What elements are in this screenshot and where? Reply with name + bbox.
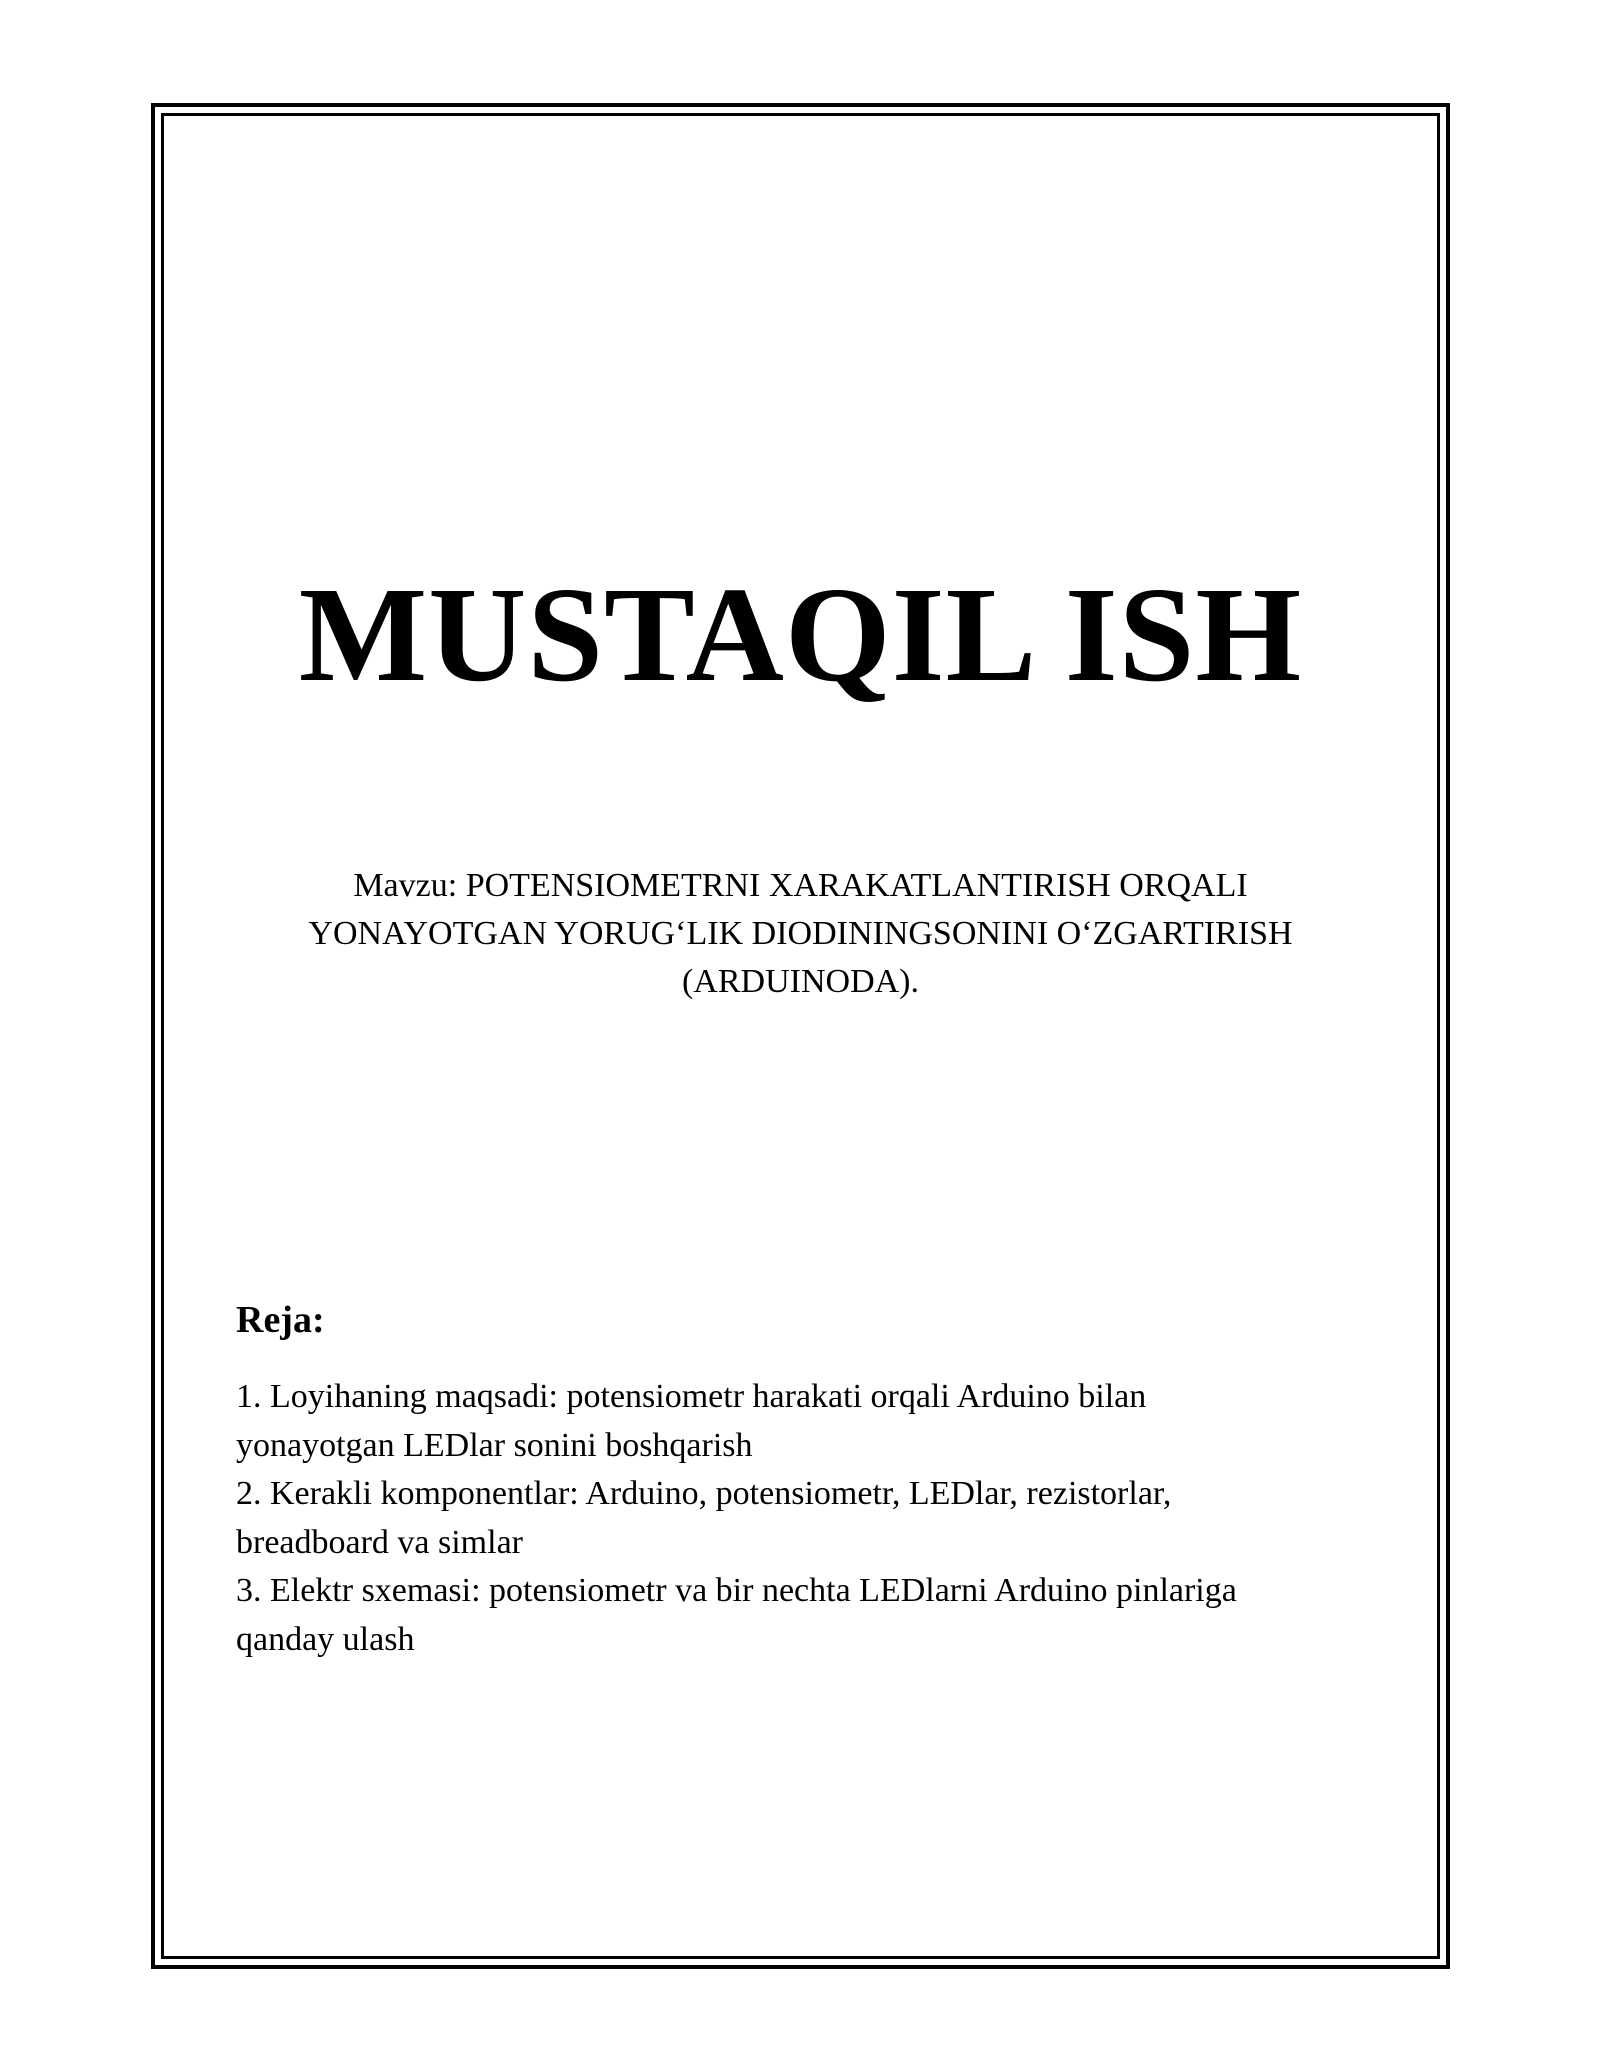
plan-item-text: 2. Kerakli komponentlar: Arduino, potensiometr, LEDlar, rezistorlar,: [236, 1475, 1172, 1512]
plan-item-1: [236, 1373, 1366, 1470]
plan-list: [236, 1373, 1366, 1664]
plan-item-2: [236, 1470, 1366, 1567]
plan-item-text: 3. Elektr sxemasi: potensiometr va bir nechta LEDlarni Arduino pinlariga: [236, 1572, 1237, 1609]
topic-line-1: Mavzu: POTENSIOMETRNI XARAKATLANTIRISH ORQALI: [353, 867, 1248, 904]
page-border-inner: [161, 113, 1440, 1959]
plan-item-text: yonayotgan LEDlar sonini boshqarish: [236, 1426, 753, 1464]
topic-line-3: (ARDUINODA).: [681, 963, 920, 1000]
document-title: MUSTAQIL ISH: [298, 560, 1303, 710]
plan-heading: Reja:: [236, 1299, 325, 1341]
plan-item-text: breadboard va simlar: [236, 1523, 523, 1561]
topic-line-2: YONAYOTGAN YORUG‘LIK DIODININGSONINI O‘ZGARTIRISH: [308, 915, 1293, 952]
plan-item-3: [236, 1567, 1366, 1664]
plan-item-text: 1. Loyihaning maqsadi: potensiometr harakati orqali Arduino bilan: [236, 1378, 1147, 1415]
topic-block: [161, 862, 1440, 1006]
plan-item-text: qanday ulash: [236, 1620, 415, 1658]
